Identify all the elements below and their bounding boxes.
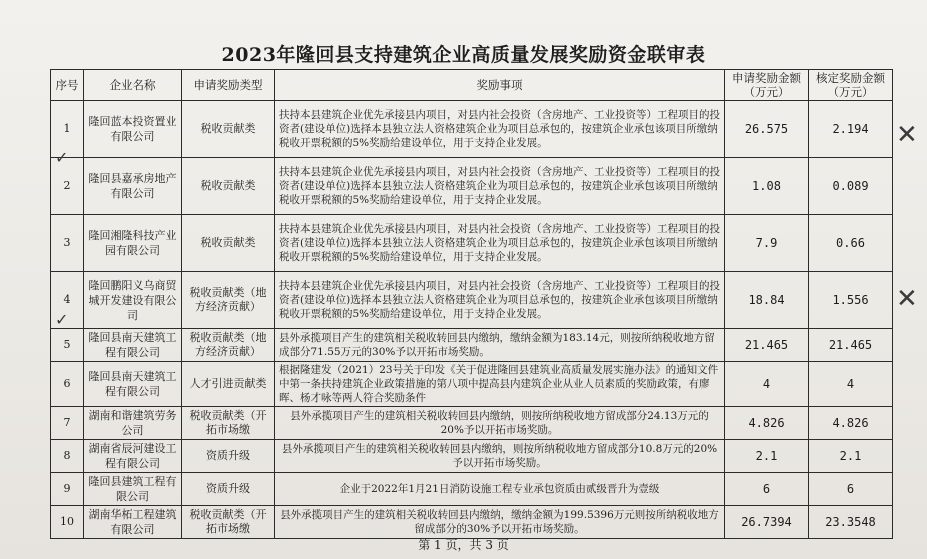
row-applied: 18.84	[725, 272, 809, 329]
row-approved: 2.194	[809, 101, 893, 158]
table-row	[51, 272, 893, 329]
row-approved: 0.66	[809, 215, 893, 272]
row-no: 8	[51, 440, 84, 473]
row-type: 资质升级	[182, 440, 275, 473]
row-reason: 扶持本县建筑企业优先承接县内项目，对县内社会投资（含房地产、工业投资等）工程项目的投资者(建设单位)选择本县独立法人资格建筑企业为项目总承包的，按建筑企业承包该项目所缴纳税收开票税额的5%奖励给建设单位，用于支持企业发展。	[275, 101, 725, 158]
header-no: 序号	[51, 70, 84, 101]
table-row	[51, 329, 893, 362]
table-row	[51, 158, 893, 215]
header-company: 企业名称	[84, 70, 182, 101]
row-reason: 根据隆建发（2021）23号关于印发《关于促进隆回县建筑业高质量发展实施办法》的通知文件中第一条扶持建筑企业政策措施的第八项中提高县内建筑企业从业人员素质的奖励政策，有廖晖、杨才咏等两人符合奖励条件	[275, 362, 725, 407]
row-reason: 扶持本县建筑企业优先承接县内项目，对县内社会投资（含房地产、工业投资等）工程项目的投资者(建设单位)选择本县独立法人资格建筑企业为项目总承包的，按建筑企业承包该项目所缴纳税收开票税额的5%奖励给建设单位，用于支持企业发展。	[275, 215, 725, 272]
row-no: 3	[51, 215, 84, 272]
row-no: 2	[51, 158, 84, 215]
row-company: 隆回县南天建筑工程有限公司	[84, 329, 182, 362]
handwritten-check-mark: ✓	[55, 148, 69, 167]
table-row	[51, 215, 893, 272]
table-row	[51, 407, 893, 440]
row-reason: 县外承揽项目产生的建筑相关税收转回县内缴纳，缴纳金额为183.14元，则按所纳税收地方留成部分71.55万元的30%予以开拓市场奖励。	[275, 329, 725, 362]
row-type: 资质升级	[182, 473, 275, 506]
row-approved: 21.465	[809, 329, 893, 362]
table-row	[51, 101, 893, 158]
row-no: 7	[51, 407, 84, 440]
row-approved: 4.826	[809, 407, 893, 440]
row-approved: 2.1	[809, 440, 893, 473]
row-applied: 26.7394	[725, 506, 809, 539]
row-approved: 1.556	[809, 272, 893, 329]
header-type: 申请奖励类型	[182, 70, 275, 101]
row-applied: 7.9	[725, 215, 809, 272]
row-reason: 企业于2022年1月21日消防设施工程专业承包资质由贰级晋升为壹级	[275, 473, 725, 506]
row-no: 9	[51, 473, 84, 506]
row-company: 隆回蓝本投资置业有限公司	[84, 101, 182, 158]
row-type: 税收贡献类	[182, 158, 275, 215]
row-reason: 县外承揽项目产生的建筑相关税收转回县内缴纳，缴纳金额为199.5396万元则按所纳税收地方留成部分的30%予以开拓市场奖励。	[275, 506, 725, 539]
page-footer: 第 1 页，共 3 页	[418, 538, 509, 552]
row-company: 湖南华柘工程建筑有限公司	[84, 506, 182, 539]
table-row	[51, 440, 893, 473]
row-type: 税收贡献类（地方经济贡献）	[182, 329, 275, 362]
row-no: 6	[51, 362, 84, 407]
row-company: 隆回湘隆科技产业园有限公司	[84, 215, 182, 272]
row-type: 税收贡献类（开拓市场缴	[182, 506, 275, 539]
table-row	[51, 506, 893, 539]
page-title: 2023年隆回县支持建筑企业高质量发展奖励资金联审表	[221, 44, 706, 66]
row-no: 5	[51, 329, 84, 362]
row-no: 4	[51, 272, 84, 329]
row-applied: 21.465	[725, 329, 809, 362]
row-reason: 县外承揽项目产生的建筑相关税收转回县内缴纳，则按所纳税收地方留成部分10.8万元的20%予以开拓市场奖励。	[275, 440, 725, 473]
review-table	[50, 69, 893, 539]
header-reason: 奖励事项	[275, 70, 725, 101]
row-reason: 县外承揽项目产生的建筑相关税收转回县内缴纳，则按所纳税收地方留成部分24.13万元的20%予以开拓市场奖励。	[275, 407, 725, 440]
row-applied: 4	[725, 362, 809, 407]
row-applied: 2.1	[725, 440, 809, 473]
row-type: 人才引进贡献类	[182, 362, 275, 407]
header-applied: 申请奖励金额（万元）	[725, 70, 809, 101]
row-applied: 6	[725, 473, 809, 506]
row-type: 税收贡献类（开拓市场缴	[182, 407, 275, 440]
row-company: 湖南和谐建筑劳务公司	[84, 407, 182, 440]
row-applied: 1.08	[725, 158, 809, 215]
handwritten-check-mark: ✓	[55, 310, 69, 329]
row-approved: 23.3548	[809, 506, 893, 539]
row-type: 税收贡献类（地方经济贡献）	[182, 272, 275, 329]
row-no: 1	[51, 101, 84, 158]
row-approved: 6	[809, 473, 893, 506]
row-company: 隆回县嘉承房地产有限公司	[84, 158, 182, 215]
table-row	[51, 473, 893, 506]
row-reason: 扶持本县建筑企业优先承接县内项目，对县内社会投资（含房地产、工业投资等）工程项目的投资者(建设单位)选择本县独立法人资格建筑企业为项目总承包的，按建筑企业承包该项目所缴纳税收开票税额的5%奖励给建设单位，用于支持企业发展。	[275, 158, 725, 215]
row-company: 隆回鹏阳义乌商贸城开发建设有限公司	[84, 272, 182, 329]
row-company: 隆回县南天建筑工程有限公司	[84, 362, 182, 407]
header-approved: 核定奖励金额（万元）	[809, 70, 893, 101]
row-type: 税收贡献类	[182, 215, 275, 272]
row-no: 10	[51, 506, 84, 539]
table-header-row	[51, 70, 893, 101]
handwritten-cross-mark: ✕	[896, 284, 918, 314]
row-company: 隆回县建筑工程有限公司	[84, 473, 182, 506]
handwritten-cross-mark: ✕	[896, 120, 918, 150]
row-type: 税收贡献类	[182, 101, 275, 158]
row-approved: 4	[809, 362, 893, 407]
row-reason: 扶持本县建筑企业优先承接县内项目，对县内社会投资（含房地产、工业投资等）工程项目的投资者(建设单位)选择本县独立法人资格建筑企业为项目总承包的，按建筑企业承包该项目所缴纳税收开票税额的5%奖励给建设单位，用于支持企业发展。	[275, 272, 725, 329]
row-applied: 4.826	[725, 407, 809, 440]
table-row	[51, 362, 893, 407]
row-approved: 0.089	[809, 158, 893, 215]
row-company: 湖南省辰河建设工程有限公司	[84, 440, 182, 473]
row-applied: 26.575	[725, 101, 809, 158]
